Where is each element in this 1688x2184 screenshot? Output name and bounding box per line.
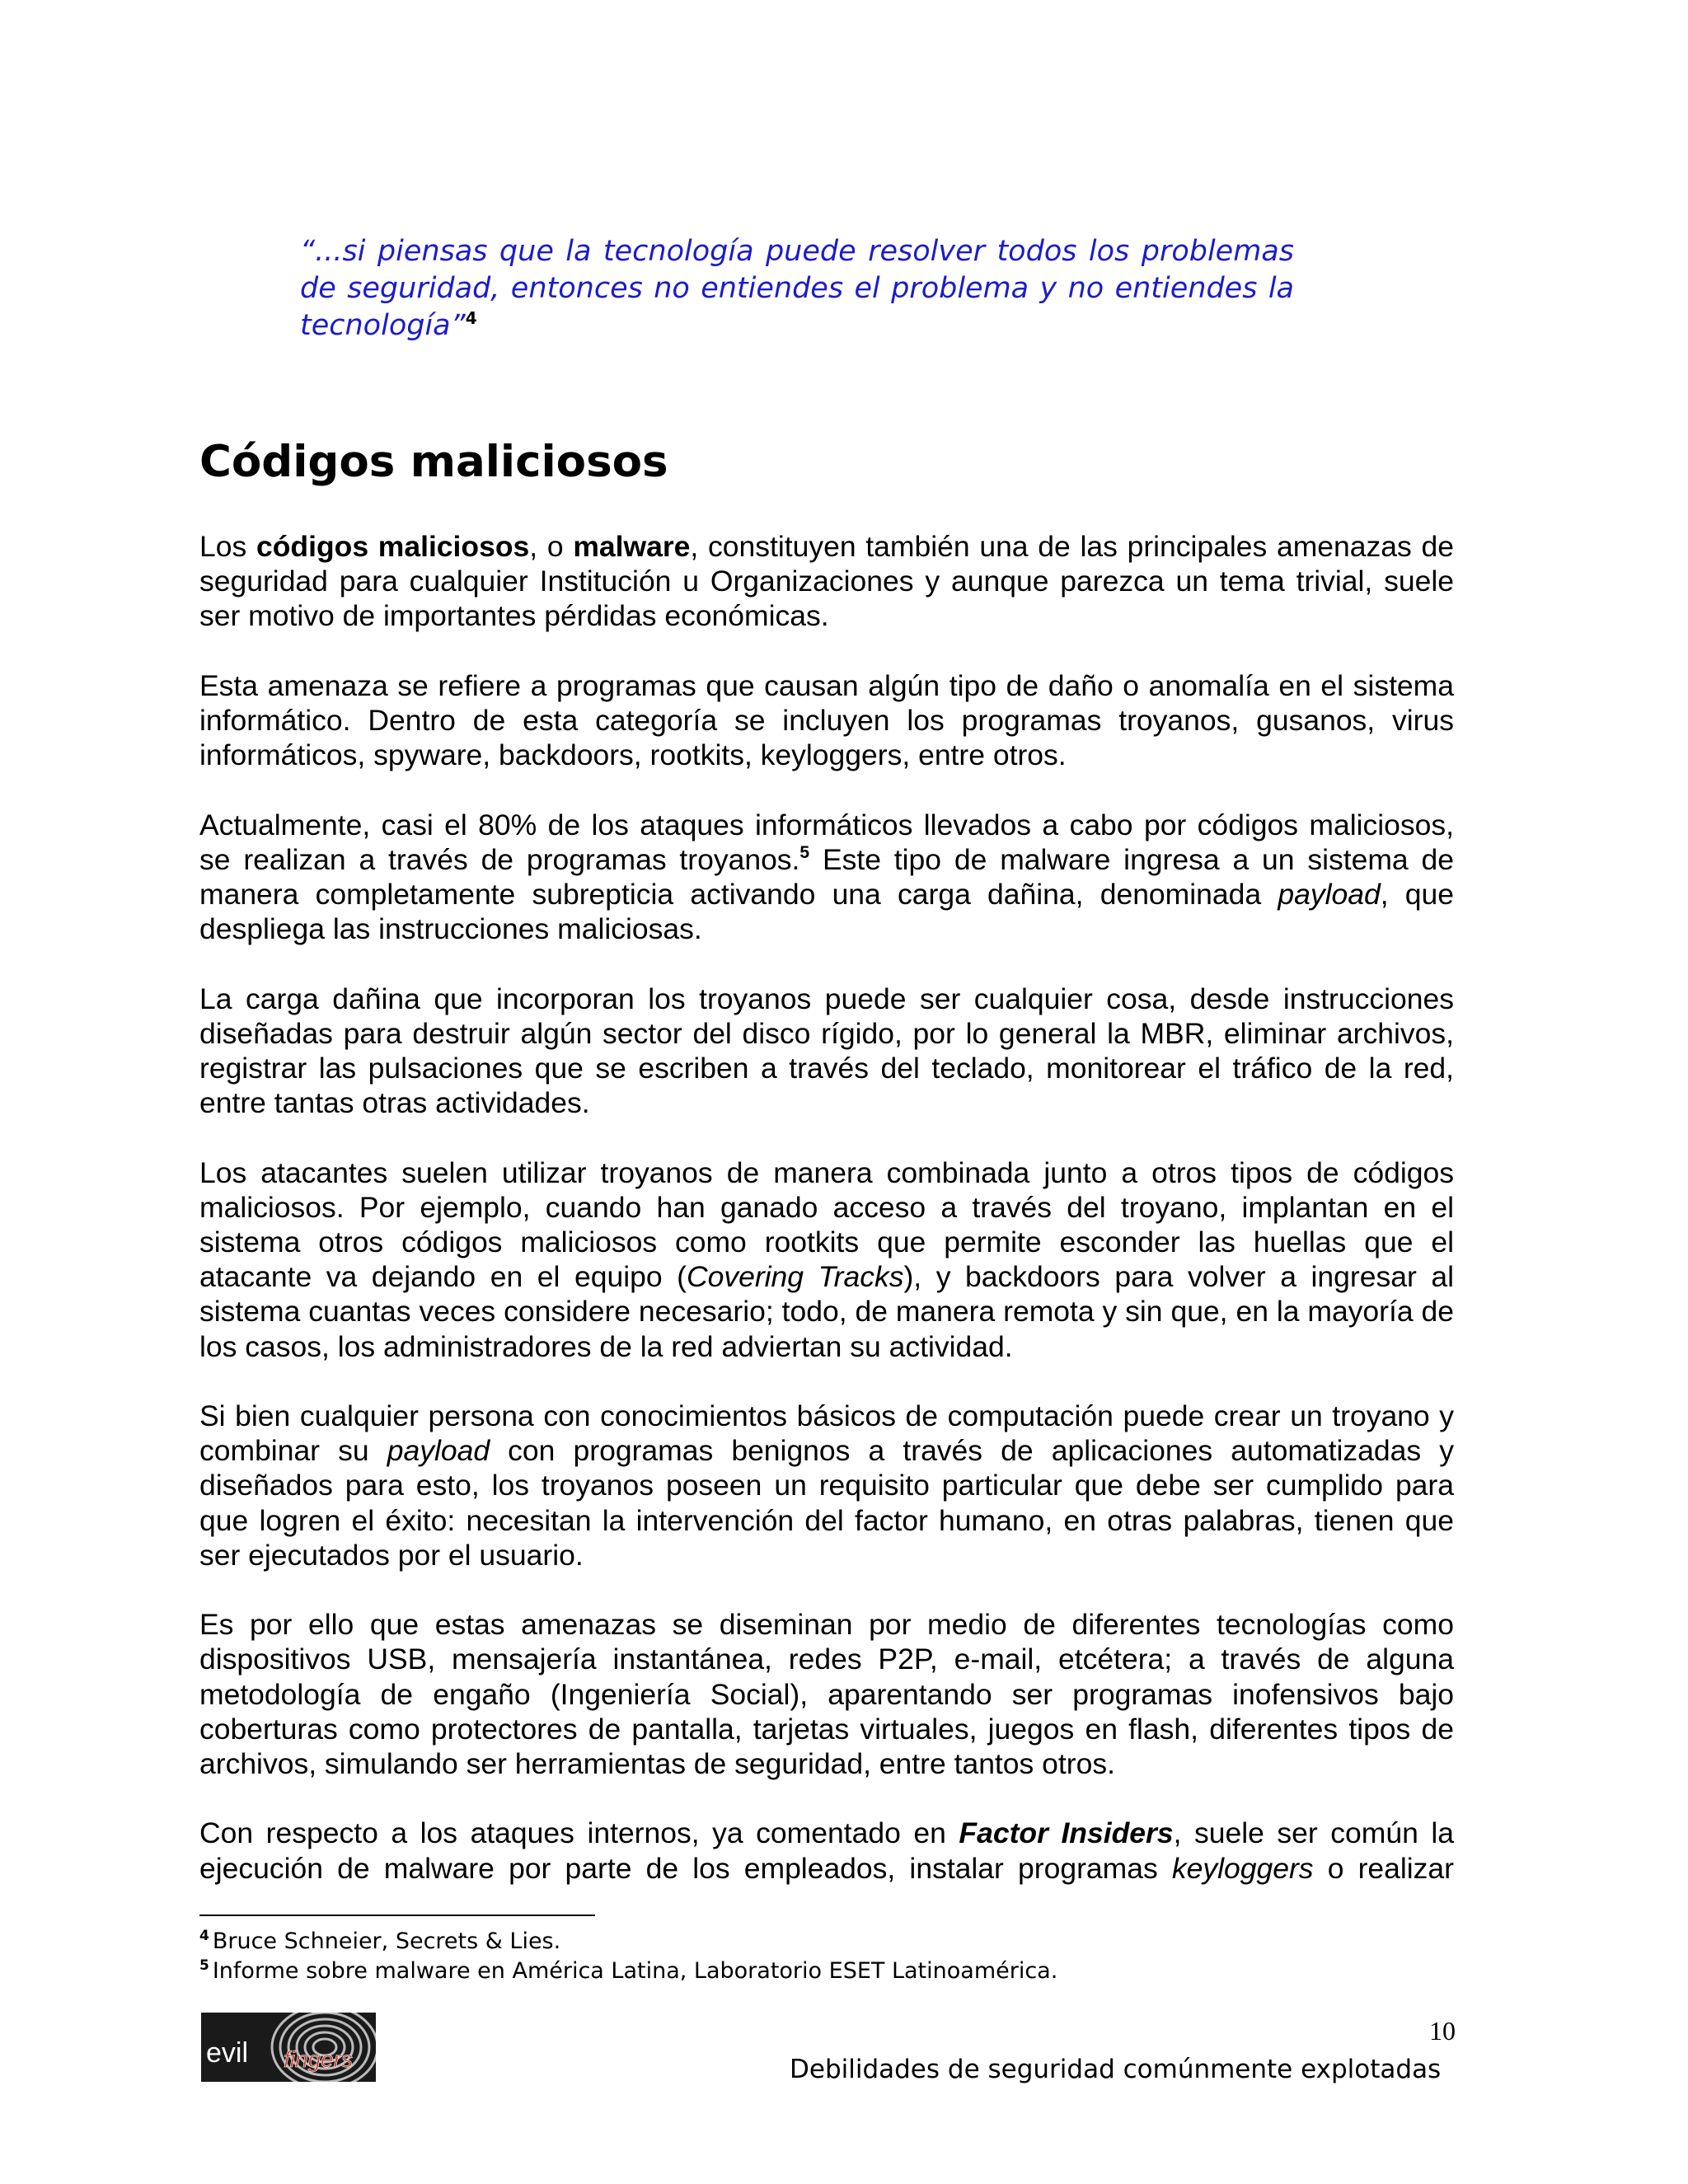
p8-text-c: , suele ser común la ejecución de malware por parte de los empleados, instalar programas <box>199 1816 1454 1885</box>
p6-italic-term: payload <box>387 1434 490 1468</box>
p5-text-a: Los atacantes suelen utilizar troyanos de manera combinada junto a otros tipos de códigos maliciosos. Por ejemplo, cuando han ganado acceso a través del troyano, implantan en el sistema otros códigos maliciosos como rootkits que permite esconder las huellas que el atacante va dejando en el equipo ( <box>199 1155 1454 1294</box>
footnote-5 <box>199 1957 1454 1986</box>
page-number: 10 <box>1429 2016 1456 2046</box>
footnote-text: Informe sobre malware en América Latina, Laboratorio ESET Latinoamérica. <box>212 1958 1058 1984</box>
paragraph-7: Es por ello que estas amenazas se diseminan por medio de diferentes tecnologías como dispositivos USB, mensajería instantánea, redes P2P, e-mail, etcétera; a través de alguna metodología de engaño (Ingeniería Social), aparentando ser programas inofensivos bajo coberturas como protectores de pantalla, tarjetas virtuales, juegos en flash, diferentes tipos de archivos, simulando ser herramientas de seguridad, entre tantos otros. <box>199 1608 1454 1781</box>
p8-text-e: o realizar <box>1313 1851 1454 1885</box>
p3-text-d: , que despliega las instrucciones maliciosas. <box>199 878 1454 946</box>
p3-text-a: Actualmente, casi el 80% de los ataques informáticos llevados a cabo por códigos maliciosos, se realizan a través de programas troyanos. <box>199 808 1454 876</box>
p6-text-c: con programas benignos a través de aplicaciones automatizadas y diseñados para esto, los troyanos poseen un requisito particular que debe ser cumplido para que logren el éxito: necesitan la intervención del factor humano, en otras palabras, tienen que ser ejecutados por el usuario. <box>199 1434 1454 1572</box>
epigraph-quote <box>300 233 1294 344</box>
paragraph-2: Esta amenaza se refiere a programas que causan algún tipo de daño o anomalía en el sistema informático. Dentro de esta categoría se incluyen los programas troyanos, gusanos, virus informáticos, spyware, backdoors, rootkits, keyloggers, entre otros. <box>199 668 1454 772</box>
evil-fingers-logo <box>201 2013 376 2082</box>
p1-text-a: Los <box>199 530 256 563</box>
p1-text-c: , o <box>529 530 574 563</box>
quote-footnote-ref[interactable]: 4 <box>465 308 477 328</box>
logo-word-fingers: fingers <box>284 2046 354 2072</box>
footer-title: Debilidades de seguridad comúnmente explotadas <box>790 2055 1442 2084</box>
quote-text: “...si piensas que la tecnología puede resolver todos los problemas de seguridad, entonces no entiendes el problema y no entiendes la tecnología” <box>300 235 1294 342</box>
footnote-4 <box>199 1927 1454 1957</box>
paragraph-3 <box>199 808 1454 947</box>
p8-text-a: Con respecto a los ataques internos, ya comentado en <box>199 1816 959 1850</box>
footnote-text: Bruce Schneier, Secrets & Lies. <box>212 1929 561 1954</box>
p8-italic-term: keyloggers <box>1171 1851 1314 1885</box>
p1-text-e: , constituyen también una de las principales amenazas de seguridad para cualquier Institución u Organizaciones y aunque parezca un tema trivial, suele ser motivo de importantes pérdidas económicas. <box>199 530 1454 633</box>
p3-italic-term: payload <box>1278 878 1381 911</box>
footnote-ref-5[interactable]: 5 <box>799 842 810 862</box>
p5-italic-term: Covering Tracks <box>686 1260 904 1294</box>
footnote-number: 4 <box>199 1928 209 1944</box>
footnote-separator <box>199 1915 595 1916</box>
paragraph-8 <box>199 1816 1454 1885</box>
paragraph-1 <box>199 529 1454 634</box>
p5-text-c: ), y backdoors para volver a ingresar al sistema cuantas veces considere necesario; todo, de manera remota y sin que, en la mayoría de los casos, los administradores de la red adviertan su actividad. <box>199 1260 1454 1363</box>
paragraph-4: La carga dañina que incorporan los troyanos puede ser cualquier cosa, desde instrucciones diseñadas para destruir algún sector del disco rígido, por lo general la MBR, eliminar archivos, registrar las pulsaciones que se escriben a través del teclado, monitorear el tráfico de la red, entre tantas otras actividades. <box>199 982 1454 1120</box>
p6-text-a: Si bien cualquier persona con conocimientos básicos de computación puede crear un troyano y combinar su <box>199 1399 1454 1468</box>
footnote-number: 5 <box>199 1957 209 1974</box>
body-text <box>199 529 1454 1886</box>
footnotes <box>199 1927 1454 1986</box>
logo-word-evil: evil <box>206 2037 249 2069</box>
p8-bold-italic-term: Factor Insiders <box>959 1816 1174 1850</box>
section-title: Códigos maliciosos <box>199 437 668 487</box>
p1-bold-term-2: malware <box>573 530 691 563</box>
paragraph-5 <box>199 1155 1454 1364</box>
p1-bold-term-1: códigos maliciosos <box>256 530 530 563</box>
paragraph-6 <box>199 1399 1454 1572</box>
p3-text-b: Este tipo de malware ingresa a un sistema de manera completamente subrepticia activando una carga dañina, denominada <box>199 842 1454 911</box>
